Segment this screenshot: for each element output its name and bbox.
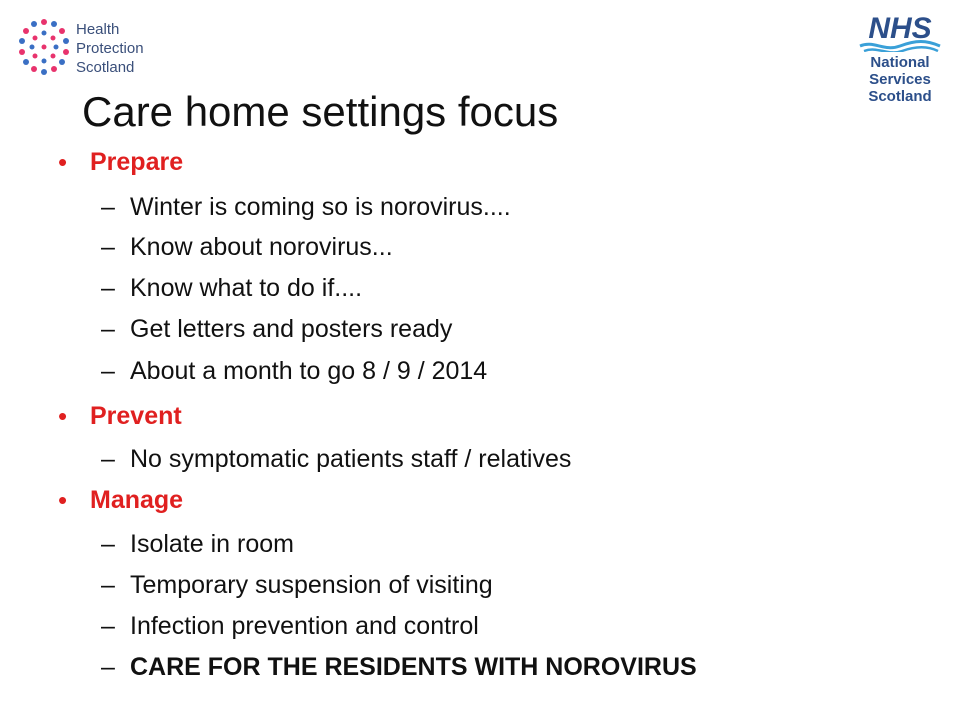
list-item: Know about norovirus...	[130, 233, 393, 261]
list-item: Isolate in room	[130, 530, 294, 558]
nhs-logo-line: National	[870, 54, 930, 71]
dash-icon: –	[101, 445, 115, 473]
hps-logo-line: Protection	[76, 40, 144, 57]
nhs-wordmark: NHS	[868, 12, 932, 45]
dash-icon: –	[101, 571, 115, 599]
list-item: Winter is coming so is norovirus....	[130, 193, 511, 221]
list-item: Get letters and posters ready	[130, 315, 453, 343]
dash-icon: –	[101, 357, 115, 385]
hps-logo-line: Health	[76, 21, 120, 38]
bullet-icon: •	[58, 485, 68, 515]
list-item: CARE FOR THE RESIDENTS WITH NOROVIRUS	[130, 653, 697, 681]
dash-icon: –	[101, 315, 115, 343]
list-item: Temporary suspension of visiting	[130, 571, 493, 599]
nhs-logo-text	[850, 54, 950, 105]
hps-logo-line: Scotland	[76, 59, 135, 76]
hps-logo	[14, 16, 164, 80]
nhs-wave-icon	[858, 10, 942, 52]
dash-icon: –	[101, 530, 115, 558]
nhs-logo	[850, 10, 946, 108]
bullet-icon: •	[58, 147, 68, 177]
list-item: Infection prevention and control	[130, 612, 479, 640]
hps-logo-text	[76, 20, 144, 77]
dash-icon: –	[101, 193, 115, 221]
section-label-prepare: Prepare	[90, 148, 184, 176]
dash-icon: –	[101, 612, 115, 640]
dash-icon: –	[101, 233, 115, 261]
dash-icon: –	[101, 653, 115, 681]
nhs-logo-line: Services	[869, 71, 931, 88]
list-item: About a month to go 8 / 9 / 2014	[130, 357, 488, 385]
slide-title: Care home settings focus	[82, 88, 559, 135]
nhs-logo-line: Scotland	[868, 88, 932, 105]
section-label-manage: Manage	[90, 486, 184, 514]
list-item: Know what to do if....	[130, 274, 363, 302]
section-label-prevent: Prevent	[90, 402, 182, 430]
hps-dot-circle-icon	[14, 16, 74, 78]
list-item: No symptomatic patients staff / relatives	[130, 445, 572, 473]
dash-icon: –	[101, 274, 115, 302]
bullet-icon: •	[58, 401, 68, 431]
